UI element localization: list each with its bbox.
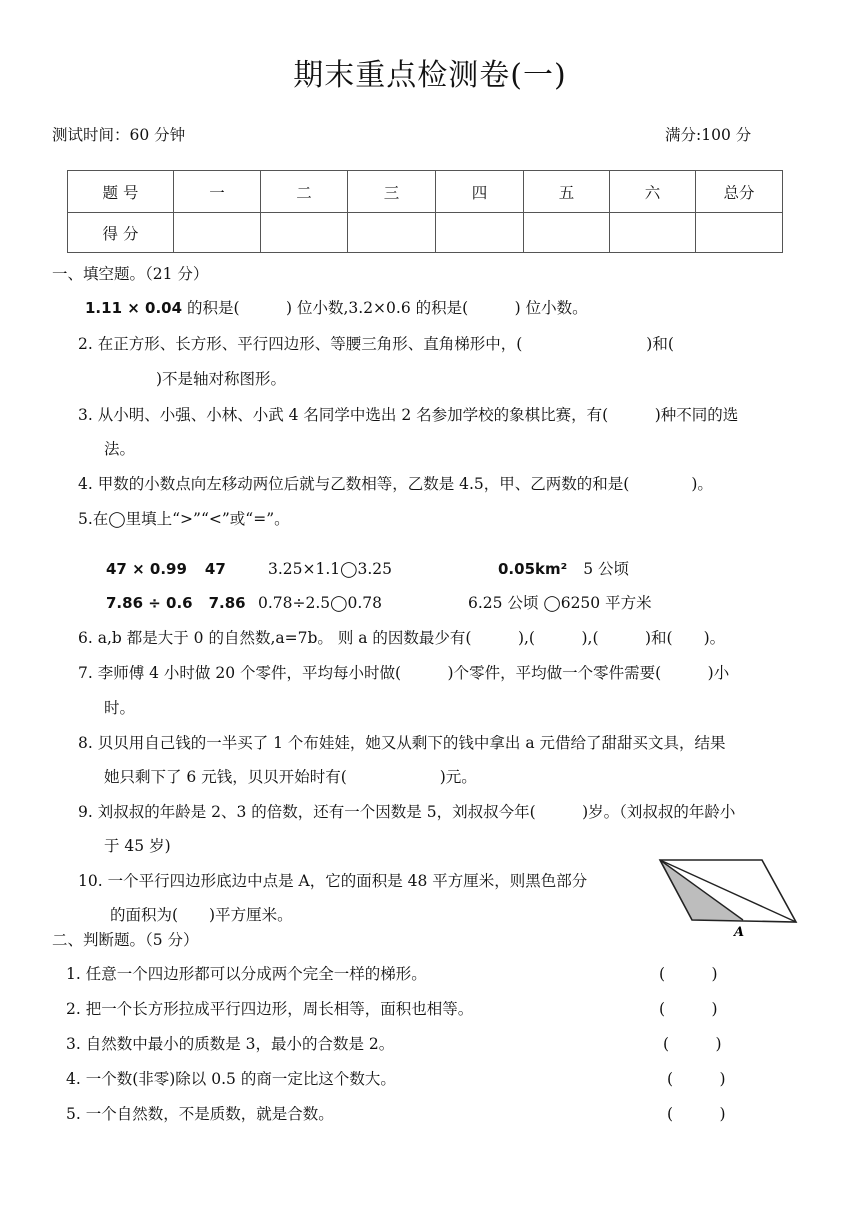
judge-blank-1[interactable]: ( ) — [659, 965, 718, 983]
score-cell[interactable] — [261, 213, 348, 253]
judge-blank-2[interactable]: ( ) — [659, 1000, 718, 1018]
question-1 — [85, 297, 588, 319]
q1-text: 的积是( ) 位小数,3.2×0.6 的积是( ) 位小数。 — [182, 299, 588, 317]
score-cell[interactable] — [348, 213, 436, 253]
question-7-line1: 7. 李师傅 4 小时做 20 个零件，平均每小时做( )个零件，平均做一个零件需要( )小 — [78, 664, 730, 682]
judge-item-4: 4. 一个数(非零)除以 0.5 的商一定比这个数大。 — [66, 1070, 396, 1088]
point-a-label: A — [734, 925, 745, 938]
parallelogram-figure — [652, 852, 802, 938]
question-5-instruction: 5.在◯里填上“>”“<”或“=”。 — [78, 510, 290, 528]
header-cell: 三 — [348, 171, 436, 213]
question-7-line2: 时。 — [104, 699, 136, 717]
header-cell: 题 号 — [68, 171, 174, 213]
q5-expr: 0.05km² — [498, 560, 568, 578]
judge-item-5: 5. 一个自然数，不是质数，就是合数。 — [66, 1105, 334, 1123]
full-score: 满分:100 分 — [665, 126, 752, 144]
question-9-line2: 于 45 岁) — [104, 837, 171, 855]
q1-expression: 1.11 × 0.04 — [85, 299, 183, 317]
score-cell[interactable] — [696, 213, 783, 253]
score-cell[interactable] — [610, 213, 696, 253]
judge-item-2: 2. 把一个长方形拉成平行四边形，周长相等，面积也相等。 — [66, 1000, 474, 1018]
q5-compare-1b: 3.25×1.1◯3.25 — [268, 560, 393, 578]
judge-blank-3[interactable]: ( ) — [663, 1035, 722, 1053]
q5-compare-1c — [498, 558, 629, 580]
q5-expr-right: 5 公顷 — [583, 560, 629, 578]
question-4: 4. 甲数的小数点向左移动两位后就与乙数相等，乙数是 4.5，甲、乙两数的和是( )。 — [78, 475, 713, 493]
judge-item-1: 1. 任意一个四边形都可以分成两个完全一样的梯形。 — [66, 965, 427, 983]
header-cell: 五 — [524, 171, 610, 213]
test-time: 测试时间：60 分钟 — [52, 126, 186, 144]
section2-heading: 二、判断题。（5 分） — [52, 931, 199, 949]
q5-expr-right: 7.86 — [208, 594, 246, 612]
question-8-line2: 她只剩下了 6 元钱，贝贝开始时有( )元。 — [104, 768, 477, 786]
score-cell[interactable] — [174, 213, 261, 253]
judge-blank-4[interactable]: ( ) — [667, 1070, 726, 1088]
q5-compare-2b: 0.78÷2.5◯0.78 — [258, 594, 383, 612]
header-cell: 一 — [174, 171, 261, 213]
question-3-line2: 法。 — [104, 440, 136, 458]
page-title: 期末重点检测卷(一) — [293, 58, 567, 93]
q5-expr-right: 47 — [204, 560, 226, 578]
score-cell[interactable] — [436, 213, 524, 253]
header-cell: 六 — [610, 171, 696, 213]
question-2-line1: 2. 在正方形、长方形、平行四边形、等腰三角形、直角梯形中，( )和( — [78, 335, 674, 353]
header-cell: 总分 — [696, 171, 783, 213]
section1-heading: 一、填空题。（21 分） — [52, 265, 209, 283]
score-cell[interactable] — [524, 213, 610, 253]
q5-expr: 7.86 ÷ 0.6 — [106, 594, 193, 612]
judge-item-3: 3. 自然数中最小的质数是 3，最小的合数是 2。 — [66, 1035, 395, 1053]
row-label: 得 分 — [68, 213, 174, 253]
question-10-line1: 10. 一个平行四边形底边中点是 A，它的面积是 48 平方厘米，则黑色部分 — [78, 872, 588, 890]
q5-compare-2a — [106, 592, 246, 614]
question-10-line2: 的面积为( )平方厘米。 — [110, 906, 293, 924]
question-2-line2: )不是轴对称图形。 — [156, 370, 287, 388]
question-9-line1: 9. 刘叔叔的年龄是 2、3 的倍数，还有一个因数是 5，刘叔叔今年( )岁。（刘叔叔的年龄小 — [78, 803, 736, 821]
q5-expr: 47 × 0.99 — [106, 560, 187, 578]
judge-blank-5[interactable]: ( ) — [667, 1105, 726, 1123]
q5-compare-1a — [106, 558, 226, 580]
question-6: 6. a,b 都是大于 0 的自然数,a=7b。 则 a 的因数最少有( ),( ),( )和( )。 — [78, 629, 726, 647]
header-cell: 二 — [261, 171, 348, 213]
score-table — [67, 170, 783, 253]
question-3-line1: 3. 从小明、小强、小林、小武 4 名同学中选出 2 名参加学校的象棋比赛，有( )种不同的选 — [78, 406, 739, 424]
q5-compare-2c: 6.25 公顷 ◯6250 平方米 — [468, 594, 652, 612]
header-cell: 四 — [436, 171, 524, 213]
question-8-line1: 8. 贝贝用自己钱的一半买了 1 个布娃娃，她又从剩下的钱中拿出 a 元借给了甜甜买文具，结果 — [78, 734, 726, 752]
